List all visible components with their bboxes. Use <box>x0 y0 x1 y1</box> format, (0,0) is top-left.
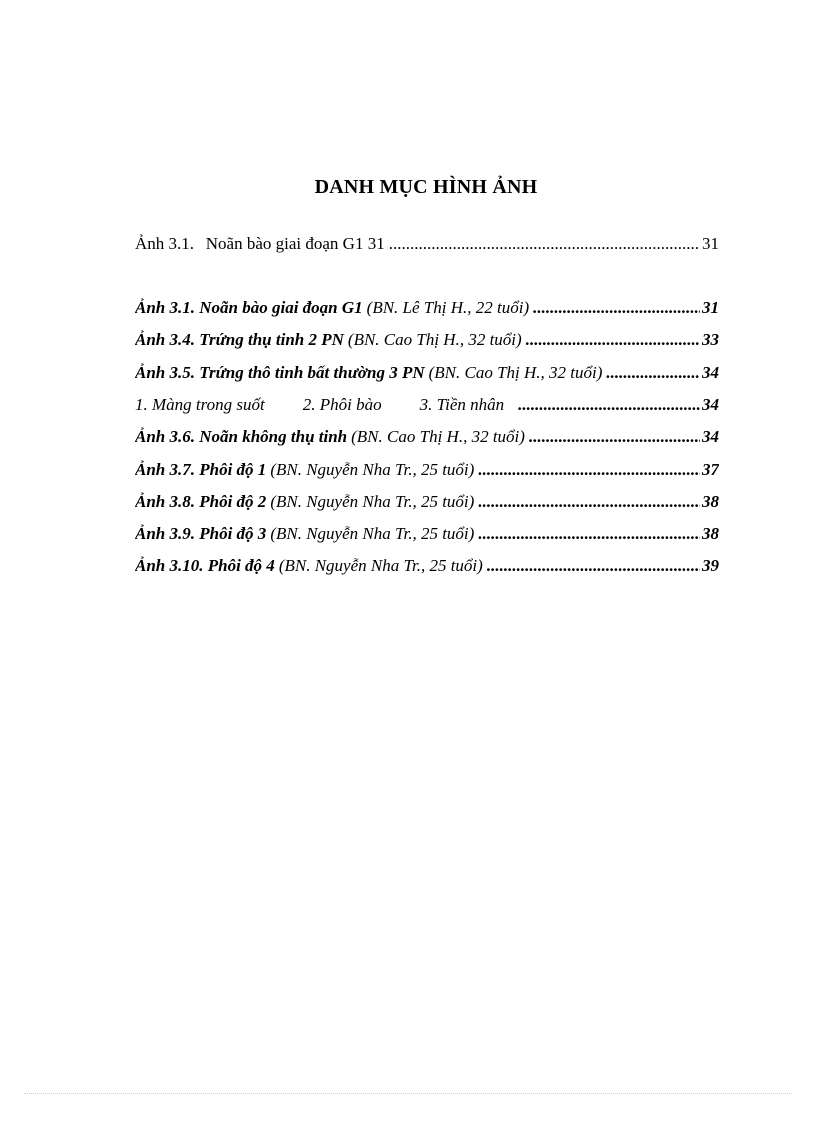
toc-patient: (BN. Cao Thị H., 32 tuổi) <box>347 330 522 349</box>
dot-leader <box>478 460 700 480</box>
toc-entry[interactable] <box>135 298 719 322</box>
legend-item: 2. Phôi bào <box>302 395 382 414</box>
dot-leader <box>526 330 700 350</box>
toc-legend-line[interactable] <box>135 395 719 419</box>
dot-leader <box>389 234 700 254</box>
toc-patient: (BN. Lê Thị H., 22 tuổi) <box>366 298 530 317</box>
dot-leader <box>518 395 700 415</box>
toc-entry[interactable] <box>135 460 719 484</box>
dot-leader <box>533 298 700 318</box>
toc-patient: (BN. Nguyễn Nha Tr., 25 tuổi) <box>270 524 475 543</box>
dot-leader <box>478 524 700 544</box>
toc-patient: (BN. Cao Thị H., 32 tuổi) <box>351 427 525 446</box>
page-number: 38 <box>702 492 719 511</box>
dot-leader <box>478 492 700 512</box>
toc-text: Noãn bào giai đoạn G1 31 <box>205 234 385 253</box>
toc-entry-plain[interactable] <box>135 234 719 258</box>
toc-entry[interactable] <box>135 556 719 580</box>
toc-caption: Ảnh 3.1. Noãn bào giai đoạn G1 <box>135 298 363 317</box>
toc-caption: Ảnh 3.4. Trứng thụ tinh 2 PN <box>135 330 344 349</box>
page-bottom-rule <box>24 1093 792 1094</box>
page-number: 34 <box>702 427 719 446</box>
toc-entry[interactable] <box>135 363 719 387</box>
dot-leader <box>529 427 700 447</box>
page-number: 31 <box>702 234 719 253</box>
toc-caption: Ảnh 3.6. Noãn không thụ tinh <box>135 427 348 446</box>
page-number: 34 <box>702 363 719 382</box>
toc-caption: Ảnh 3.9. Phôi độ 3 <box>135 524 267 543</box>
page-number: 39 <box>702 556 719 575</box>
toc-caption: Ảnh 3.10. Phôi độ 4 <box>135 556 275 575</box>
toc-entry[interactable] <box>135 330 719 354</box>
toc-patient: (BN. Nguyễn Nha Tr., 25 tuổi) <box>270 460 475 479</box>
toc-entry[interactable] <box>135 492 719 516</box>
dot-leader <box>606 363 700 383</box>
toc-entry[interactable] <box>135 524 719 548</box>
page-title: DANH MỤC HÌNH ẢNH <box>314 176 538 198</box>
toc-caption: Ảnh 3.5. Trứng thô tinh bất thường 3 PN <box>135 363 425 382</box>
page-number: 38 <box>702 524 719 543</box>
page-number: 37 <box>702 460 719 479</box>
page-number: 33 <box>702 330 719 349</box>
legend-item: 1. Màng trong suốt <box>135 395 265 414</box>
toc-caption: Ảnh 3.8. Phôi độ 2 <box>135 492 267 511</box>
toc-caption: Ảnh 3.1. <box>135 234 195 253</box>
toc-patient: (BN. Nguyễn Nha Tr., 25 tuổi) <box>278 556 483 575</box>
legend-item: 3. Tiền nhân <box>419 395 505 414</box>
toc-patient: (BN. Nguyễn Nha Tr., 25 tuổi) <box>270 492 475 511</box>
page-number: 31 <box>702 298 719 317</box>
toc-entry[interactable] <box>135 427 719 451</box>
dot-leader <box>487 556 700 576</box>
toc-caption: Ảnh 3.7. Phôi độ 1 <box>135 460 267 479</box>
toc-patient: (BN. Cao Thị H., 32 tuổi) <box>428 363 603 382</box>
page-number: 34 <box>702 395 719 414</box>
